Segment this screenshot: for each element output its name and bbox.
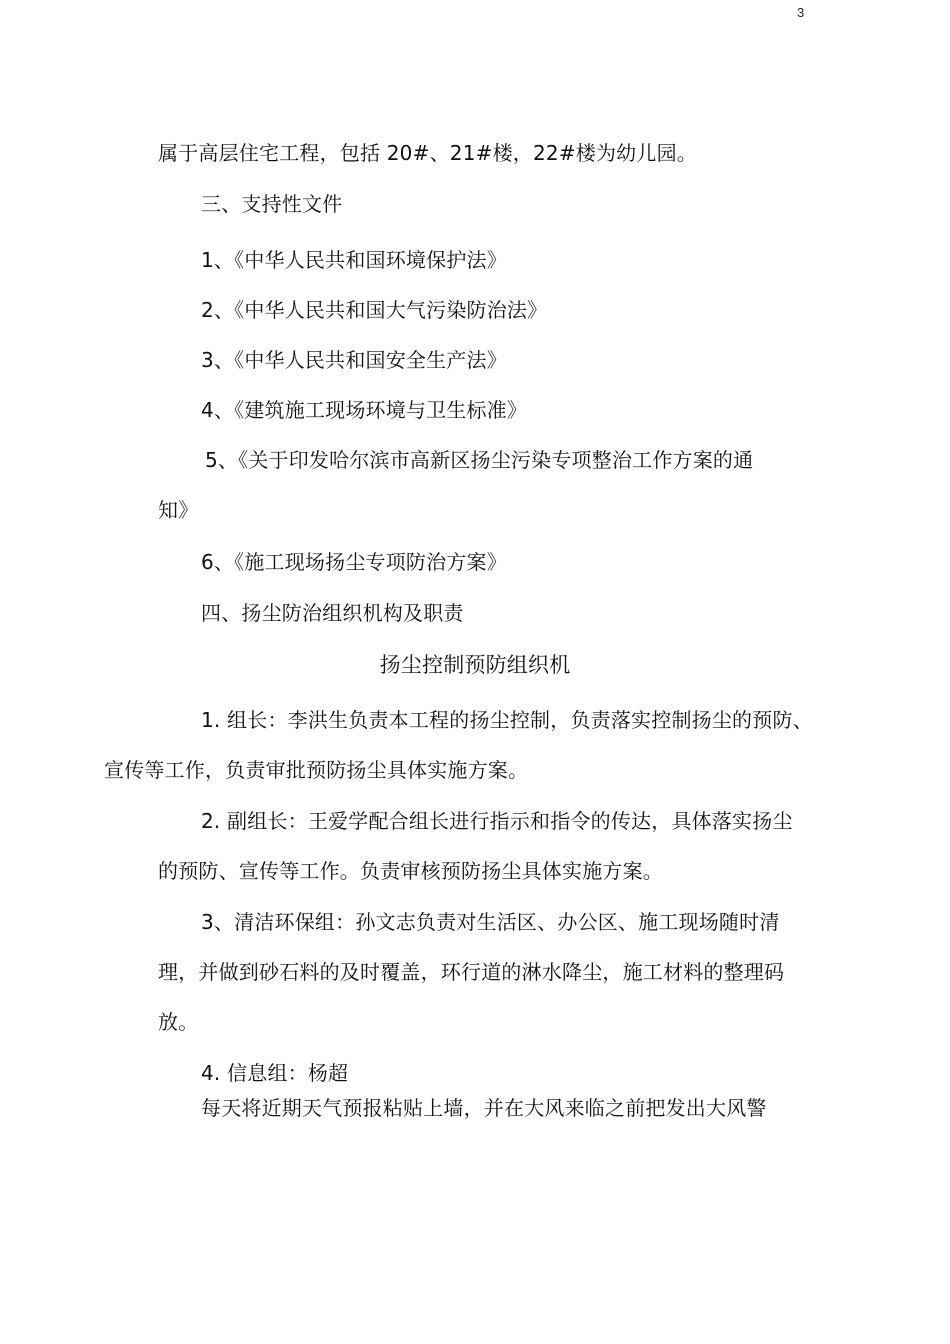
paragraph-line: 属于高层住宅工程，包括 20#、21#楼，22#楼为幼儿园。 (158, 141, 697, 165)
paragraph-line: 1. 组长：李洪生负责本工程的扬尘控制，负责落实控制扬尘的预防、 (201, 708, 813, 732)
list-item: 4、《建筑施工现场环境与卫生标准》 (201, 398, 528, 422)
paragraph-line: 3、清洁环保组：孙文志负责对生活区、办公区、施工现场随时清 (201, 910, 780, 934)
paragraph-line: 放。 (158, 1010, 199, 1034)
list-item: 2、《中华人民共和国大气污染防治法》 (201, 298, 548, 322)
list-item: 3、《中华人民共和国安全生产法》 (201, 348, 507, 372)
list-item-continuation: 知》 (158, 498, 199, 522)
list-item: 6、《施工现场扬尘专项防治方案》 (201, 550, 507, 574)
section-heading: 三、支持性文件 (201, 192, 343, 216)
centered-title: 扬尘控制预防组织机 (379, 653, 571, 677)
list-item: 1、《中华人民共和国环境保护法》 (201, 248, 507, 272)
list-item: 5、《关于印发哈尔滨市高新区扬尘污染专项整治工作方案的通 (205, 448, 754, 472)
page-number: 3 (797, 5, 805, 20)
paragraph-line: 4. 信息组：杨超 (201, 1061, 349, 1085)
paragraph-line: 的预防、宣传等工作。负责审核预防扬尘具体实施方案。 (158, 859, 663, 883)
paragraph-line: 理，并做到砂石料的及时覆盖，环行道的淋水降尘，施工材料的整理码 (158, 960, 785, 984)
paragraph-line: 每天将近期天气预报粘贴上墙，并在大风来临之前把发出大风警 (201, 1096, 767, 1120)
paragraph-line: 2. 副组长：王爱学配合组长进行指示和指令的传达，具体落实扬尘 (201, 809, 793, 833)
section-heading: 四、扬尘防治组织机构及职责 (201, 601, 464, 625)
paragraph-line: 宣传等工作，负责审批预防扬尘具体实施方案。 (104, 758, 529, 782)
